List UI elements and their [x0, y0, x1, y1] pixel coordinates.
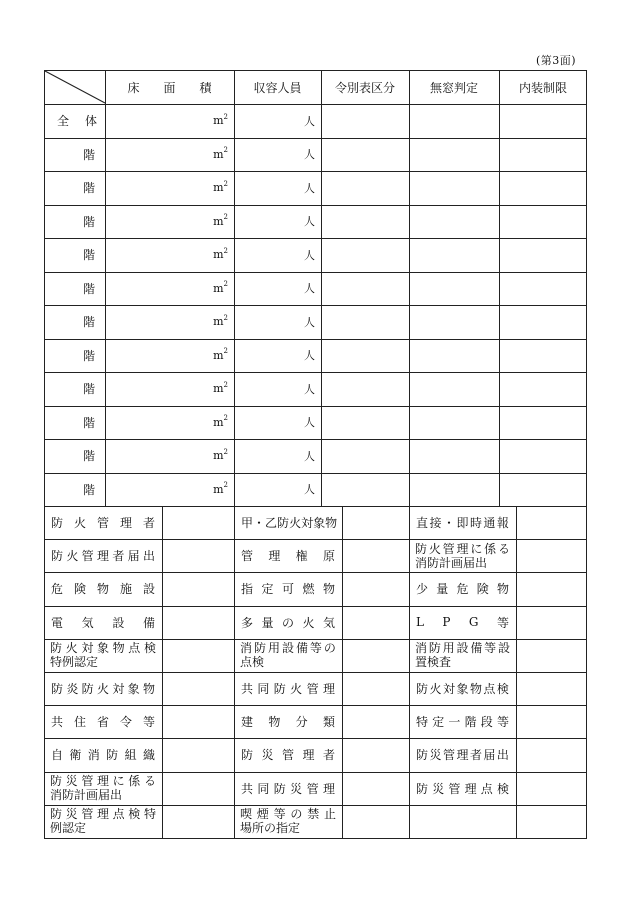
item-label: 防 災 管 理 者 届 出: [416, 748, 509, 763]
area-unit-exponent: 2: [223, 481, 228, 490]
area-unit-text: m: [213, 415, 224, 429]
area-unit-exponent: 2: [223, 380, 228, 389]
item-label: 特 定 一 階 段 等: [416, 715, 509, 730]
area-unit: [105, 305, 234, 339]
area-unit-exponent: 2: [223, 447, 228, 456]
column-rule: [342, 506, 343, 838]
floor-label: 階: [82, 315, 95, 330]
item-label: 防 災 管 理 点 検 特 例認定: [50, 807, 156, 836]
header-no-window: 無窓判定: [429, 80, 478, 95]
people-unit: 人: [304, 382, 315, 396]
area-unit: [105, 473, 234, 507]
item-label: 防 火 対 象 物 点 検: [416, 682, 509, 697]
people-unit: 人: [304, 483, 315, 497]
area-unit-exponent: 2: [223, 213, 228, 222]
floor-label: 階: [82, 382, 95, 397]
area-unit-exponent: 2: [223, 246, 228, 255]
item-label: 電 気 設 備: [51, 615, 155, 630]
people-unit: 人: [304, 282, 315, 296]
area-unit-exponent: 2: [223, 112, 228, 121]
item-label: 防 災 管 理 点 検: [416, 781, 509, 796]
column-rule: [321, 70, 322, 506]
area-unit-text: m: [213, 248, 224, 262]
people-unit: 人: [304, 315, 315, 329]
people-unit: 人: [304, 148, 315, 162]
item-label: 防 火 管 理 者 届 出: [51, 549, 155, 564]
area-unit: [105, 238, 234, 272]
people-unit: 人: [304, 349, 315, 363]
area-unit-exponent: 2: [223, 414, 228, 423]
area-unit: [105, 439, 234, 473]
column-rule: [586, 506, 587, 838]
page-number: (第3面): [536, 54, 577, 67]
area-unit-text: m: [213, 214, 224, 228]
item-label: 共 同 防 災 管 理: [241, 781, 335, 796]
floor-label: 階: [82, 181, 95, 196]
area-unit: [105, 171, 234, 205]
people-unit: 人: [304, 416, 315, 430]
area-unit: [105, 104, 234, 138]
area-unit-exponent: 2: [223, 179, 228, 188]
column-rule: [162, 506, 163, 838]
header-interior: 内装制限: [518, 80, 567, 95]
item-label: 防 火 対 象 物 点 検 特例認定: [50, 641, 156, 670]
people-unit: 人: [304, 248, 315, 262]
item-label: 建 物 分 類: [241, 715, 335, 730]
people-unit: 人: [304, 181, 315, 195]
people-unit: 人: [304, 449, 315, 463]
area-unit: [105, 272, 234, 306]
item-label: 共 住 省 令 等: [51, 715, 155, 730]
item-label: 少 量 危 険 物: [416, 582, 509, 597]
floor-label-total: 全 体: [57, 114, 98, 129]
table-border-bottom: [44, 838, 587, 839]
column-rule: [409, 70, 410, 506]
area-unit: [105, 205, 234, 239]
area-unit-text: m: [213, 281, 224, 295]
item-label: 防 火 管 理 に 係 る 消防計画届出: [415, 541, 510, 570]
area-unit-exponent: 2: [223, 146, 228, 155]
header-occupancy: 収容人員: [253, 80, 302, 95]
area-unit-text: m: [213, 482, 224, 496]
item-label: 防 炎 防 火 対 象 物: [51, 682, 155, 697]
floor-label: 階: [82, 482, 95, 497]
item-label: 危 険 物 施 設: [51, 582, 155, 597]
area-unit: [105, 339, 234, 373]
column-rule: [499, 70, 500, 506]
area-unit-text: m: [213, 315, 224, 329]
form-table: [44, 70, 587, 840]
area-unit-text: m: [213, 348, 224, 362]
area-unit: [105, 138, 234, 172]
item-label: 管 理 権 原: [241, 549, 335, 564]
floor-label: 階: [82, 449, 95, 464]
item-label: 防 災 管 理 者: [241, 748, 335, 763]
area-unit-text: m: [213, 147, 224, 161]
header-class: 令別表区分: [334, 80, 395, 95]
item-label: 消 防 用 設 備 等 設 置検査: [415, 641, 510, 670]
item-label: 自 衛 消 防 組 織: [51, 748, 155, 763]
area-unit-text: m: [213, 449, 224, 463]
item-label: 防 災 管 理 に 係 る 消防計画届出: [50, 774, 156, 803]
floor-label: 階: [82, 248, 95, 263]
area-unit-text: m: [213, 114, 224, 128]
item-label: 共 同 防 火 管 理: [241, 682, 335, 697]
item-label: 防 火 管 理 者: [51, 516, 155, 531]
area-unit-text: m: [213, 181, 224, 195]
area-unit-exponent: 2: [223, 347, 228, 356]
people-unit: 人: [304, 114, 315, 128]
item-label: L P G 等: [416, 615, 509, 630]
item-label: 多 量 の 火 気: [241, 615, 335, 630]
item-label: 直 接 ・ 即 時 通 報: [416, 516, 509, 531]
item-label: 甲 ・ 乙 防 火 対 象 物: [241, 516, 338, 531]
item-label: 喫 煙 等 の 禁 止 場所の指定: [240, 807, 336, 836]
floor-label: 階: [82, 281, 95, 296]
area-unit: [105, 372, 234, 406]
area-unit: [105, 406, 234, 440]
floor-label: 階: [82, 147, 95, 162]
floor-label: 階: [82, 348, 95, 363]
floor-label: 階: [82, 214, 95, 229]
area-unit-text: m: [213, 382, 224, 396]
area-unit-exponent: 2: [223, 280, 228, 289]
header-diagonal: [44, 70, 106, 104]
area-unit-exponent: 2: [223, 313, 228, 322]
column-rule: [586, 70, 587, 506]
item-label: 指 定 可 燃 物: [241, 582, 335, 597]
item-label: 消 防 用 設 備 等 の 点検: [240, 641, 336, 670]
column-rule: [516, 506, 517, 838]
floor-label: 階: [82, 415, 95, 430]
people-unit: 人: [304, 215, 315, 229]
header-floor-area: 床 面 積: [127, 80, 212, 95]
